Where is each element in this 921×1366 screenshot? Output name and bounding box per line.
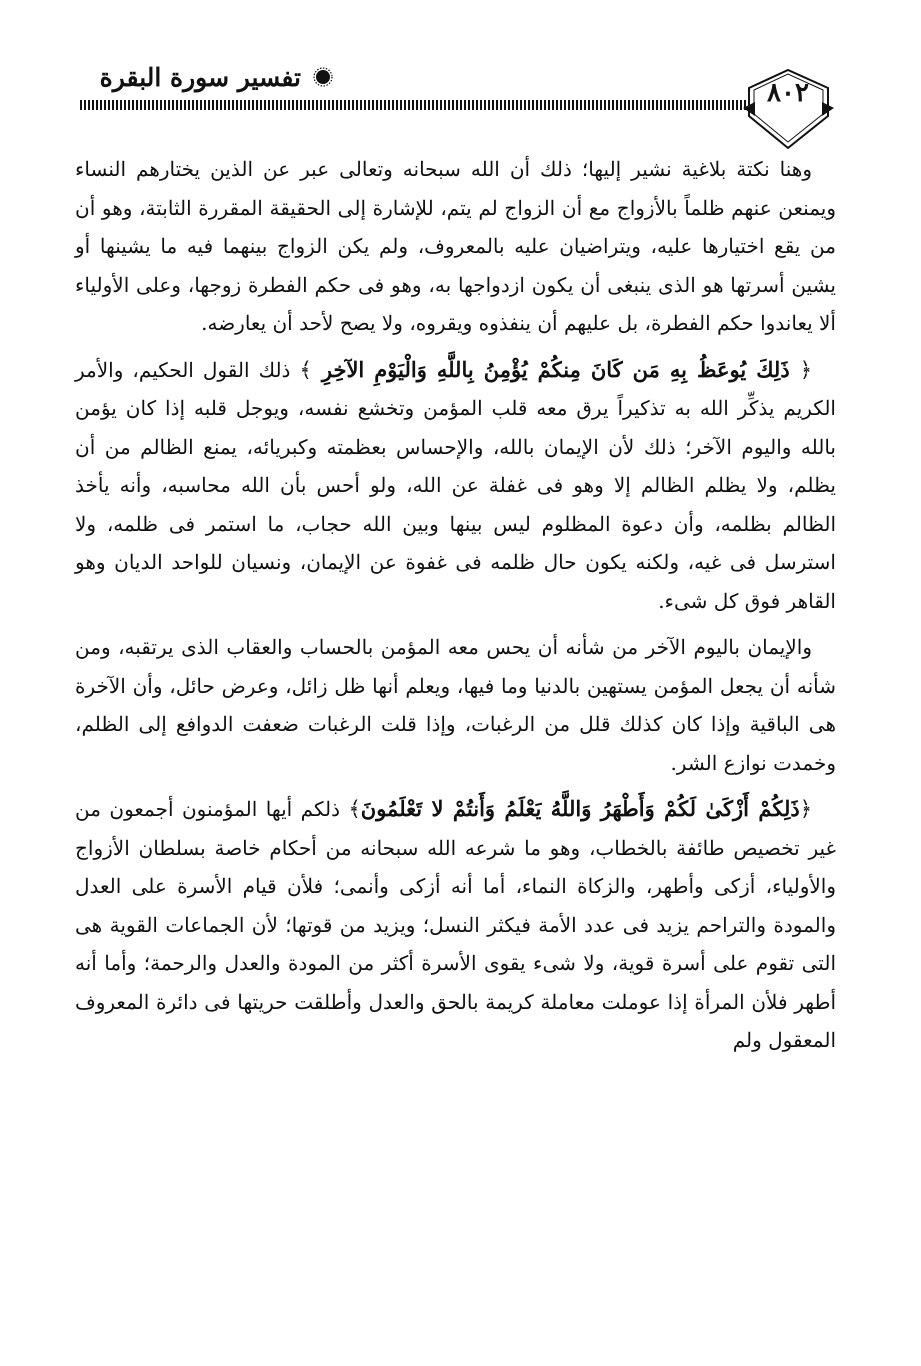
ornate-brace-icon: ﴾ [348, 797, 361, 821]
paragraph-text: والإيمان باليوم الآخر من شأنه أن يحس معه المؤمن بالحساب والعقاب الذى يرتقبه، ومن شأنه أن يجعل المؤمن يستهين بالدنيا وما فيها، ويعلم أنها ظل زائل، وعرض حائل، وأن الآخرة هى الباقية وإذا كان كذلك قلل من الرغبات، وإذا قلت الرغبات ضعفت الدوافع إلى الظلم، وخمدت نوازع الشر. [75, 635, 836, 775]
header-title: تفسير سورة البقرة [99, 62, 301, 92]
quran-quote [300, 357, 812, 382]
paragraph-text: ذلك القول الحكيم، والأمر الكريم يذكِّر الله به تذكيراً يرق معه قلب المؤمن وتخشع نفسه، ويوجل قلبه إذا كان يؤمن بالله واليوم الآخر؛ ذلك لأن الإيمان بالله، والإحساس بعظمته وكبريائه، يمنع الظالم من أن يظلم، ولا يظلم الظالم إلا وهو فى غفلة عن الله، ولو أحس بأن الله محاسبه، وأنه يأخذ الظالم بظلمه، وأن دعوة المظلوم ليس بينها وبين الله حجاب، ما استمر فى ظلمه، ولا استرسل فى غيه، ولكنه يكون حال ظلمه فى غفوة عن الإيمان، ونسيان للواحد الديان وهو القاهر فوق كل شىء. [75, 357, 836, 613]
paragraph [75, 150, 836, 343]
body-text [75, 150, 836, 1060]
paragraph [75, 790, 836, 1060]
ornate-brace-icon: ﴾ [299, 357, 312, 382]
paragraph-text: وهنا نكتة بلاغية نشير إليها؛ ذلك أن الله سبحانه وتعالى عبر عن الذين يختارهم النساء ويمنعن عنهم ظلماً بالأزواج مع أن الزواج لم يتم، للإشارة إلى الحقيقة المقررة الثابتة، وهو أن من يقع اختيارها عليه، ويتراضيان عليه بالمعروف، ولم يكن الزواج بينهما فيه ما يشينها أو يشين أسرتها هو الذى ينبغى أن يكون ازدواجها به، وهو فى حكم الفطرة زوجها، وعلى الأولياء ألا يعاندوا حكم الفطرة، بل عليهم أن ينفذوه ويقروه، ولا يصح لأحد أن يعارضه. [75, 157, 836, 335]
ornate-brace-icon: ﴿ [799, 357, 813, 382]
running-header [73, 62, 333, 92]
quran-quote [348, 796, 812, 821]
paragraph [75, 351, 836, 621]
page-number: ٨٠٢ [767, 78, 809, 108]
header-rule [80, 100, 751, 110]
ornate-brace-icon: ﴿ [799, 797, 813, 821]
ornament-icon [313, 67, 333, 87]
quote-text: ذَلِكُمْ أَزْكَىٰ لَكُمْ وَأَطْهَرُ وَاللَّهُ يَعْلَمُ وَأَنتُمْ لا تَعْلَمُونَ [360, 796, 800, 821]
paragraph-text: ذلكم أيها المؤمنون أجمعون من غير تخصيص طائفة بالخطاب، وهو ما شرعه الله سبحانه من أحكام خاصة بسلطان الأزواج والأولياء، أزكى وأطهر، والزكاة النماء، أما أنه أزكى وأنمى؛ فلأن قيام الأسرة على العدل والمودة والتراحم يزيد فى عدد الأمة فيكثر النسل؛ ويزيد من قوتها؛ لأن الجماعات القوية هى التى تقوم على أسرة قوية، ولا شىء يقوى الأسرة أكثر من المودة والعدل والرحمة؛ وأما أنه أطهر فلأن المرأة إذا عوملت معاملة كريمة بالحق والعدل وأطلقت حريتها فى دائرة المعروف المعقول ولم [75, 797, 836, 1052]
quote-text: ذَلِكَ يُوعَظُ بِهِ مَن كَانَ مِنكُمْ يُؤْمِنُ بِاللَّهِ وَالْيَوْمِ الآخِرِ [321, 356, 790, 382]
paragraph [75, 628, 836, 782]
